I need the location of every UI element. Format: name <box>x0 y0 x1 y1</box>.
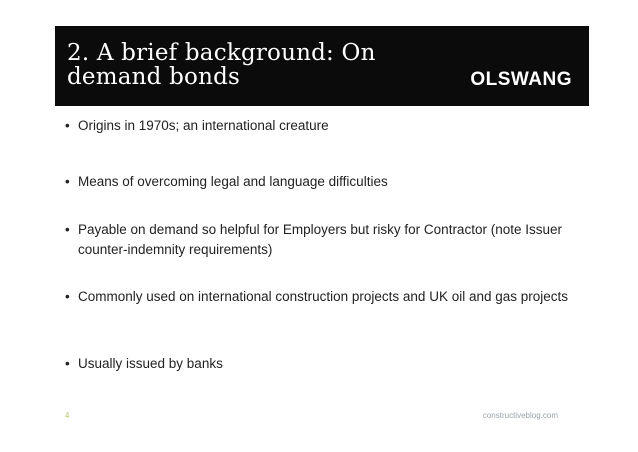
bullet-item <box>65 287 585 307</box>
bullet-text: Usually issued by banks <box>78 356 223 371</box>
bullet-item <box>65 220 585 260</box>
bullet-icon: • <box>65 289 70 304</box>
bullet-icon: • <box>65 118 70 133</box>
bullet-text: Origins in 1970s; an international creature <box>78 118 329 133</box>
bullet-text: Means of overcoming legal and language difficulties <box>78 174 388 189</box>
page-number: 4 <box>65 411 70 420</box>
slide-title: 2. A brief background: On demand bonds <box>67 40 376 90</box>
olswang-logo: OLSWANG <box>470 69 572 90</box>
bullet-item <box>65 354 585 374</box>
bullet-icon: • <box>65 356 70 371</box>
title-band <box>55 26 589 106</box>
bullet-icon: • <box>65 174 70 189</box>
source-credit: constructiveblog.com <box>482 411 558 420</box>
bullet-text: Payable on demand so helpful for Employers but risky for Contractor (note Issuer counter-indemnity requirements) <box>78 222 562 257</box>
bullet-item <box>65 172 585 192</box>
bullet-icon: • <box>65 222 70 237</box>
bullet-text: Commonly used on international construction projects and UK oil and gas projects <box>78 289 569 304</box>
bullet-item <box>65 116 585 136</box>
